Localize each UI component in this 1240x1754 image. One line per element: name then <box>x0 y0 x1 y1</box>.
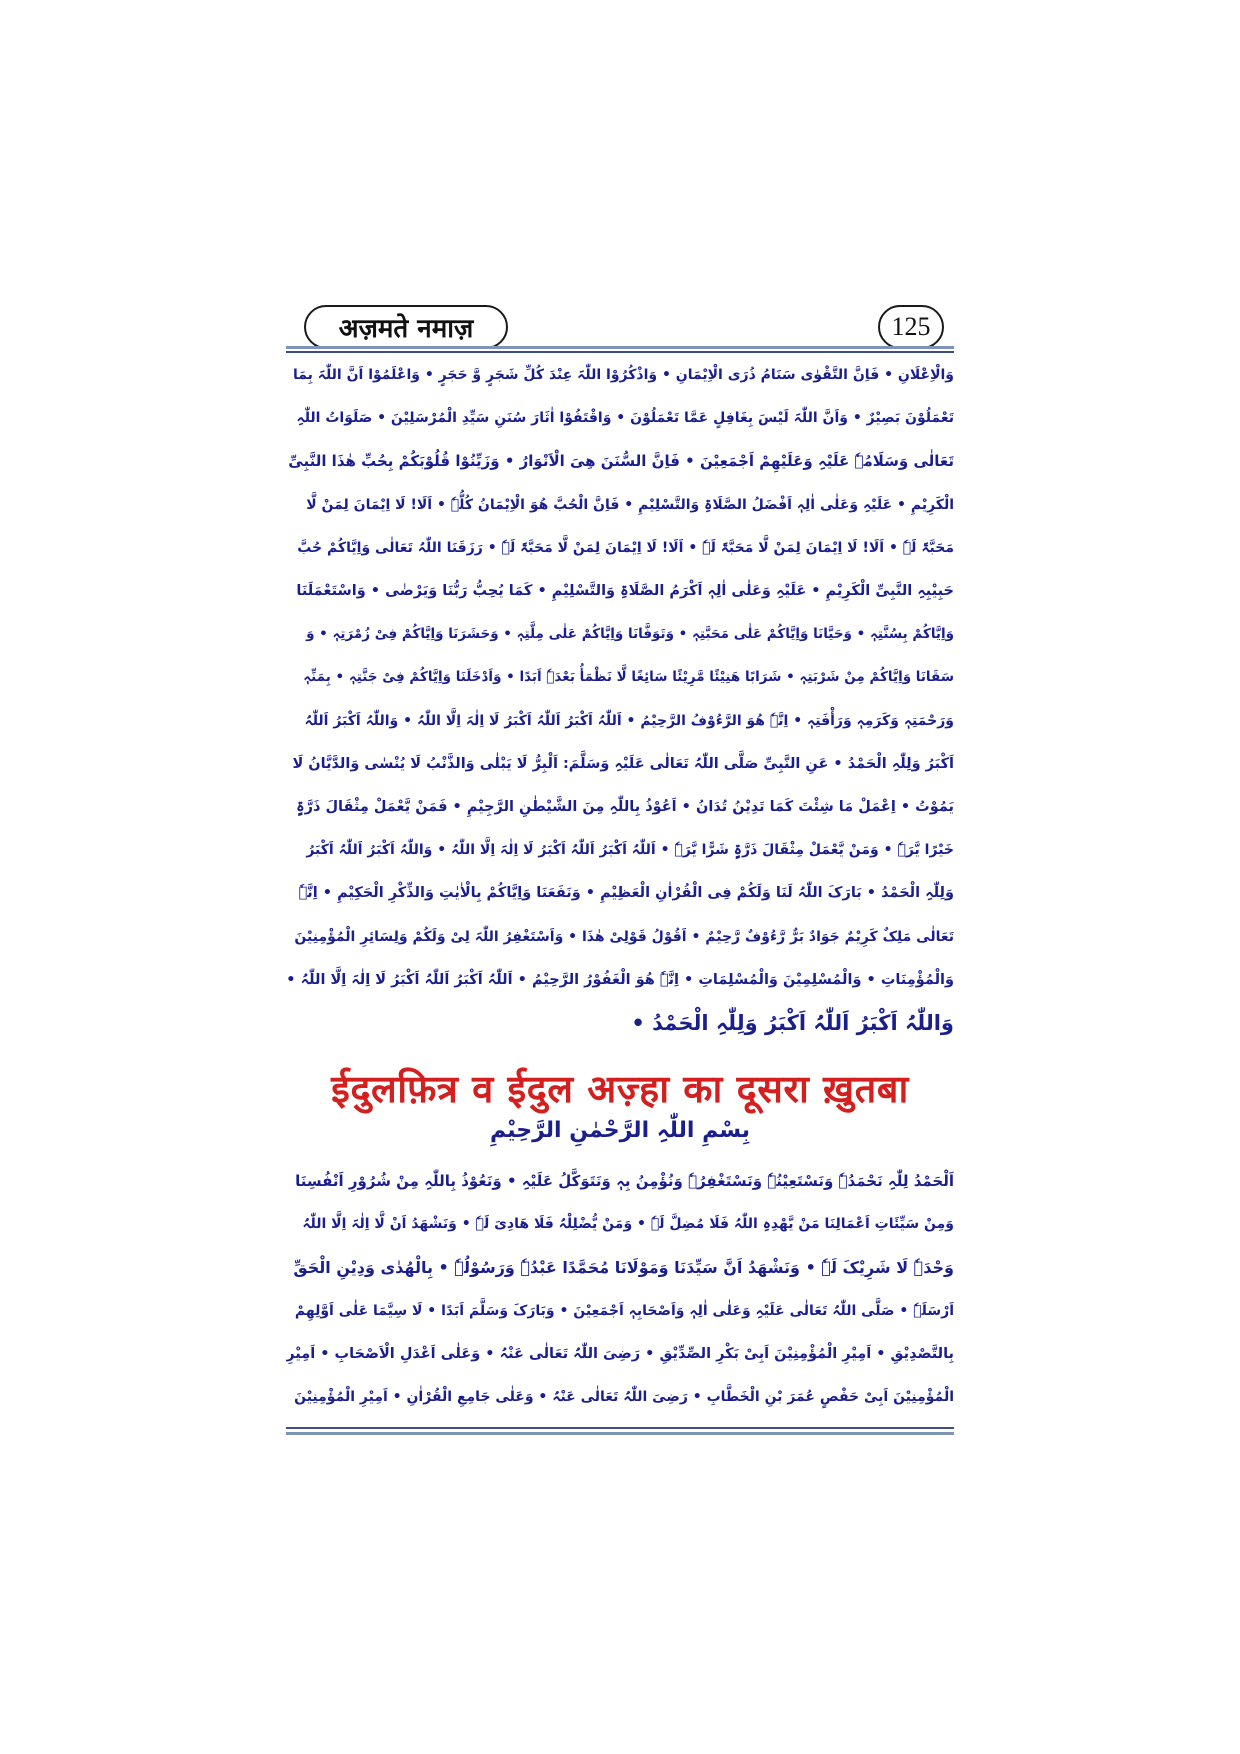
text-line: تَعَالٰی مَلِکٌ کَرِیْمٌ جَوَادٌ بَرٌّ رَّءُوْفٌ رَّحِیْمٌ • اَقُوْلُ قَوْلِیْ ھٰذَا • وَاَسْتَغْفِرُ اللّٰہَ لِیْ وَلَکُمْ وَلِسَائِرِ الْمُؤْمِنِیْنَ <box>294 928 954 945</box>
text-line: اَلْحَمْدُ لِلّٰہِ نَحْمَدُہٗ وَنَسْتَعِیْنُہٗ وَنَسْتَغْفِرُہٗ وَنُؤْمِنُ بِہٖ وَنَتَوَکَّلُ عَلَیْہِ • وَنَعُوْذُ بِاللّٰہِ مِنْ شُرُوْرِ اَنْفُسِنَا <box>295 1172 954 1190</box>
book-title-badge <box>304 305 508 349</box>
bismillah: بِسْمِ اللّٰہِ الرَّحْمٰنِ الرَّحِیْمِ <box>489 1118 750 1143</box>
text-line: الْکَرِیْمِ • عَلَیْہِ وَعَلٰی اٰلِہٖ اَفْضَلُ الصَّلَاۃِ وَالتَّسْلِیْمِ • فَاِنَّ الْحُبَّ ھُوَ الْاِیْمَانُ کُلُّہٗ • اَلَا! لَا اِیْمَانَ لِمَنْ لَّا <box>306 496 954 513</box>
text-line: تَعْمَلُوْنَ بَصِیْرٌ • وَاَنَّ اللّٰہَ لَیْسَ بِغَافِلٍ عَمَّا تَعْمَلُوْنَ • وَاقْتَفُوْا اٰثَارَ سُنَنِ سَیِّدِ الْمُرْسَلِیْنَ • صَلَوَاتُ اللّٰہِ <box>296 410 954 427</box>
header-rule <box>286 346 954 349</box>
text-line: حَبِیْبِہِ النَّبِیِّ الْکَرِیْمِ • عَلَیْہِ وَعَلٰی اٰلِہٖ اَکْرَمُ الصَّلَاۃِ وَالتَّسْلِیْمِ • کَمَا یُحِبُّ رَبُّنَا وَیَرْضٰی • وَاسْتَعْمَلَنَا <box>296 583 954 600</box>
section-heading: ईदुलफ़ित्र व ईदुल अज़्हा का दूसरा ख़ुतबा <box>331 1067 909 1111</box>
text-line: وَلِلّٰہِ الْحَمْدُ • بَارَکَ اللّٰہُ لَنَا وَلَکُمْ فِی الْقُرْاٰنِ الْعَظِیْمِ • وَنَفَعَنَا وَاِیَّاکُمْ بِالْاٰیٰتِ وَالذِّکْرِ الْحَکِیْمِ • اِنَّہٗ <box>298 885 954 902</box>
page-number-badge <box>878 305 944 349</box>
text-line: مَحَبَّۃَ لَہٗ • اَلَا! لَا اِیْمَانَ لِمَنْ لَّا مَحَبَّۃَ لَہٗ • اَلَا! لَا اِیْمَانَ لِمَنْ لَّا مَحَبَّۃَ لَہٗ • رَزَقَنَا اللّٰہُ تَعَالٰی وَاِیَّاکُمْ حُبَّ <box>297 539 954 556</box>
header-rule-inner <box>286 351 954 353</box>
text-line: خَیْرًا یَّرَہٗ • وَمَنْ یَّعْمَلْ مِثْقَالَ ذَرَّۃٍ شَرًّا یَّرَہٗ • اَللّٰہُ اَکْبَرُ اَللّٰہُ اَکْبَرُ لَا اِلٰہَ اِلَّا اللّٰہُ • وَاللّٰہُ اَکْبَرُ اَللّٰہُ اَکْبَرُ <box>306 842 954 859</box>
text-line: یَمُوْتُ • اِعْمَلْ مَا شِئْتَ کَمَا تَدِیْنُ تُدَانُ • اَعُوْذُ بِاللّٰہِ مِنَ الشَّیْطٰنِ الرَّجِیْمِ • فَمَنْ یَّعْمَلْ مِثْقَالَ ذَرَّۃٍ <box>296 799 954 816</box>
text-line: اَرْسَلَہٗ • صَلَّی اللّٰہُ تَعَالٰی عَلَیْہِ وَعَلٰی اٰلِہٖ وَاَصْحَابِہٖ اَجْمَعِیْنَ • وَبَارَکَ وَسَلَّمَ اَبَدًا • لَا سِیَّمَا عَلٰی اَوَّلِھِمْ <box>294 1302 954 1319</box>
text-line: وَالْاِعْلَانِ • فَاِنَّ التَّقْوٰی سَنَامُ ذُرَی الْاِیْمَانِ • وَاذْکُرُوْا اللّٰہَ عِنْدَ کُلِّ شَجَرٍ وَّ حَجَرٍ • وَاعْلَمُوْا اَنَّ اللّٰہَ بِمَا <box>292 367 954 383</box>
text-line: سَقَانَا وَاِیَّاکُمْ مِنْ شَرْبَتِہٖ • شَرَابًا ھَنِیْئًا مَّرِیْئًا سَائِغًا لَّا نَظْمَأُ بَعْدَہٗ اَبَدًا • وَاَدْخَلَنَا وَاِیَّاکُمْ فِیْ جَنَّتِہٖ • بِمَنِّہٖ <box>303 669 954 686</box>
text-line: وَحْدَہٗ لَا شَرِیْکَ لَہٗ • وَنَشْھَدُ اَنَّ سَیِّدَنَا وَمَوْلَانَا مُحَمَّدًا عَبْدُہٗ وَرَسُوْلُہٗ • بِالْھُدٰی وَدِیْنِ الْحَقِّ <box>293 1258 954 1278</box>
text-line: وَاللّٰہُ اَکْبَرُ اَللّٰہُ اَکْبَرُ وَلِلّٰہِ الْحَمْدُ • <box>631 1011 954 1036</box>
text-line: وَالْمُؤْمِنَاتِ • وَالْمُسْلِمِیْنَ وَالْمُسْلِمَاتِ • اِنَّہٗ ھُوَ الْغَفُوْرُ الرَّحِیْمُ • اَللّٰہُ اَکْبَرُ اَللّٰہُ اَکْبَرُ لَا اِلٰہَ اِلَّا اللّٰہُ • <box>286 971 954 988</box>
text-line: بِالتَّصْدِیْقِ • اَمِیْرِ الْمُؤْمِنِیْنَ اَبِیْ بَکْرِ الصِّدِّیْقِ • رَضِیَ اللّٰہُ تَعَالٰی عَنْہُ • وَعَلٰی اَعْدَلِ الْاَصْحَابِ • اَمِیْرِ <box>286 1345 954 1362</box>
text-line: وَاِیَّاکُمْ بِسُنَّتِہٖ • وَحَیَّانَا وَاِیَّاکُمْ عَلٰی مَحَبَّتِہٖ • وَتَوَفَّانَا وَاِیَّاکُمْ عَلٰی مِلَّتِہٖ • وَحَشَرَنَا وَاِیَّاکُمْ فِیْ زُمْرَتِہٖ • وَ <box>306 626 954 643</box>
text-line: وَرَحْمَتِہٖ وَکَرَمِہٖ وَرَأْفَتِہٖ • اِنَّہٗ ھُوَ الرَّءُوْفُ الرَّحِیْمُ • اَللّٰہُ اَکْبَرُ اَللّٰہُ اَکْبَرُ لَا اِلٰہَ اِلَّا اللّٰہُ • وَاللّٰہُ اَکْبَرُ اَللّٰہُ <box>304 712 954 729</box>
arabic-text-block-top <box>286 354 954 1045</box>
footer-rule <box>286 1427 954 1429</box>
footer-rule-outer <box>286 1432 954 1435</box>
text-line: وَمِنْ سَیِّئَاتِ اَعْمَالِنَا مَنْ یَّھْدِہِ اللّٰہُ فَلَا مُضِلَّ لَہٗ • وَمَنْ یُّضْلِلْہُ فَلَا ھَادِیَ لَہٗ • وَنَشْھَدُ اَنْ لَّا اِلٰہَ اِلَّا اللّٰہُ <box>302 1216 954 1233</box>
page-number: 125 <box>891 312 931 341</box>
text-line: الْمُؤْمِنِیْنَ اَبِیْ حَفْصٍ عُمَرَ بْنِ الْخَطَّابِ • رَضِیَ اللّٰہُ تَعَالٰی عَنْہُ • وَعَلٰی جَامِعِ الْقُرْاٰنِ • اَمِیْرِ الْمُؤْمِنِیْنَ <box>294 1389 954 1406</box>
text-line: تَعَالٰی وَسَلَامُہٗ عَلَیْہِ وَعَلَیْھِمْ اَجْمَعِیْنَ • فَاِنَّ السُّنَنَ ھِیَ الْاَنْوَارُ • وَزَیِّنُوْا قُلُوْبَکُمْ بِحُبِّ ھٰذَا النَّبِیِّ <box>288 452 954 471</box>
book-title: अज़मते नमाज़ <box>338 314 474 344</box>
text-line: اَکْبَرُ وَلِلّٰہِ الْحَمْدُ • عَنِ النَّبِیِّ صَلَّی اللّٰہُ تَعَالٰی عَلَیْہِ وَسَلَّمَ: اَلْبِرُّ لَا یَبْلٰی وَالذَّنْبُ لَا یُنْسٰی وَالدَّیَّانُ لَا <box>292 755 954 772</box>
arabic-text-block-bottom <box>286 1160 954 1419</box>
